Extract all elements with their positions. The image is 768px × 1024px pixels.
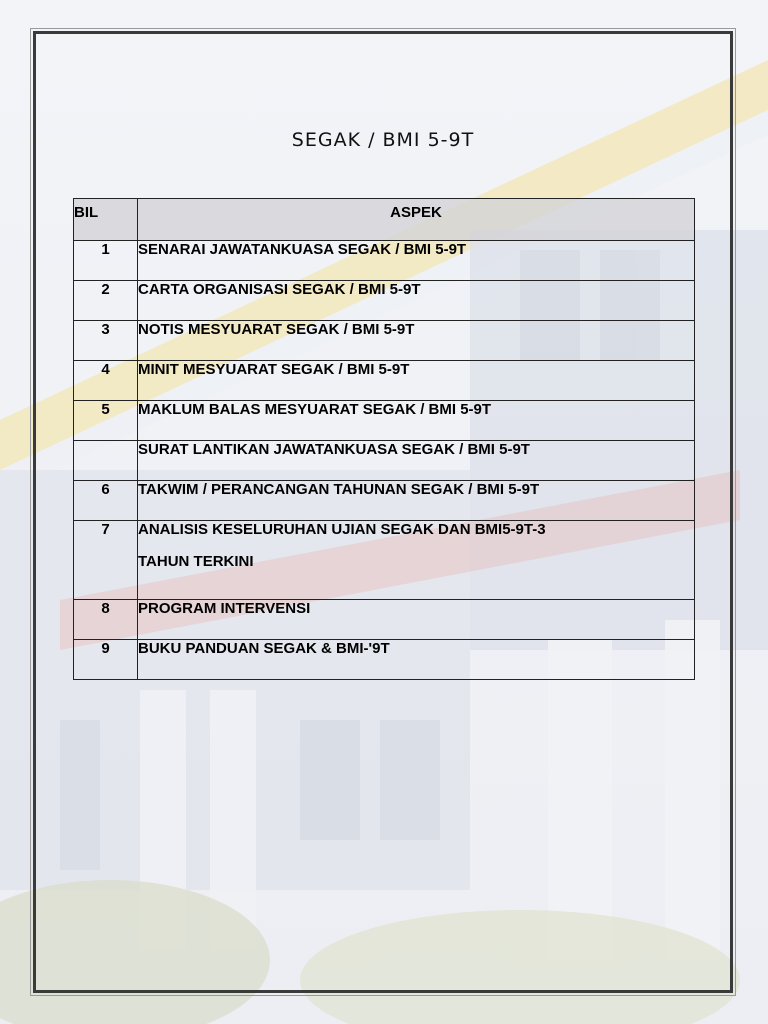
aspek-cell: SURAT LANTIKAN JAWATANKUASA SEGAK / BMI 5-9T bbox=[138, 441, 695, 481]
aspek-cell: SENARAI JAWATANKUASA SEGAK / BMI 5-9T bbox=[138, 241, 695, 281]
table-row bbox=[74, 401, 695, 441]
table-row bbox=[74, 281, 695, 321]
aspek-cell: MINIT MESYUARAT SEGAK / BMI 5-9T bbox=[138, 361, 695, 401]
bil-cell bbox=[74, 441, 138, 481]
aspek-cell: CARTA ORGANISASI SEGAK / BMI 5-9T bbox=[138, 281, 695, 321]
aspek-cell bbox=[138, 521, 695, 600]
aspek-cell: NOTIS MESYUARAT SEGAK / BMI 5-9T bbox=[138, 321, 695, 361]
bil-cell: 1 bbox=[74, 241, 138, 281]
table-row bbox=[74, 600, 695, 640]
bil-cell: 2 bbox=[74, 281, 138, 321]
table-row bbox=[74, 321, 695, 361]
aspek-cell: BUKU PANDUAN SEGAK & BMI-'9T bbox=[138, 640, 695, 680]
page-title: SEGAK / BMI 5-9T bbox=[291, 129, 475, 151]
aspek-cell: MAKLUM BALAS MESYUARAT SEGAK / BMI 5-9T bbox=[138, 401, 695, 441]
aspek-text-line2: TAHUN TERKINI bbox=[138, 553, 254, 570]
bil-cell: 7 bbox=[74, 521, 138, 600]
header-aspek: ASPEK bbox=[138, 199, 695, 241]
aspek-cell: PROGRAM INTERVENSI bbox=[138, 600, 695, 640]
aspek-table bbox=[73, 198, 695, 680]
aspek-text-line1: ANALISIS KESELURUHAN UJIAN SEGAK DAN BMI5-9T-3 bbox=[138, 521, 546, 538]
bil-cell: 8 bbox=[74, 600, 138, 640]
table-row bbox=[74, 521, 695, 600]
header-bil: BIL bbox=[74, 199, 138, 241]
bil-cell: 6 bbox=[74, 481, 138, 521]
table-header-row bbox=[74, 199, 695, 241]
table-row bbox=[74, 640, 695, 680]
table-row bbox=[74, 481, 695, 521]
table-row bbox=[74, 241, 695, 281]
table-row bbox=[74, 361, 695, 401]
table-row bbox=[74, 441, 695, 481]
bil-cell: 9 bbox=[74, 640, 138, 680]
bil-cell: 3 bbox=[74, 321, 138, 361]
bil-cell: 5 bbox=[74, 401, 138, 441]
aspek-cell: TAKWIM / PERANCANGAN TAHUNAN SEGAK / BMI 5-9T bbox=[138, 481, 695, 521]
bil-cell: 4 bbox=[74, 361, 138, 401]
